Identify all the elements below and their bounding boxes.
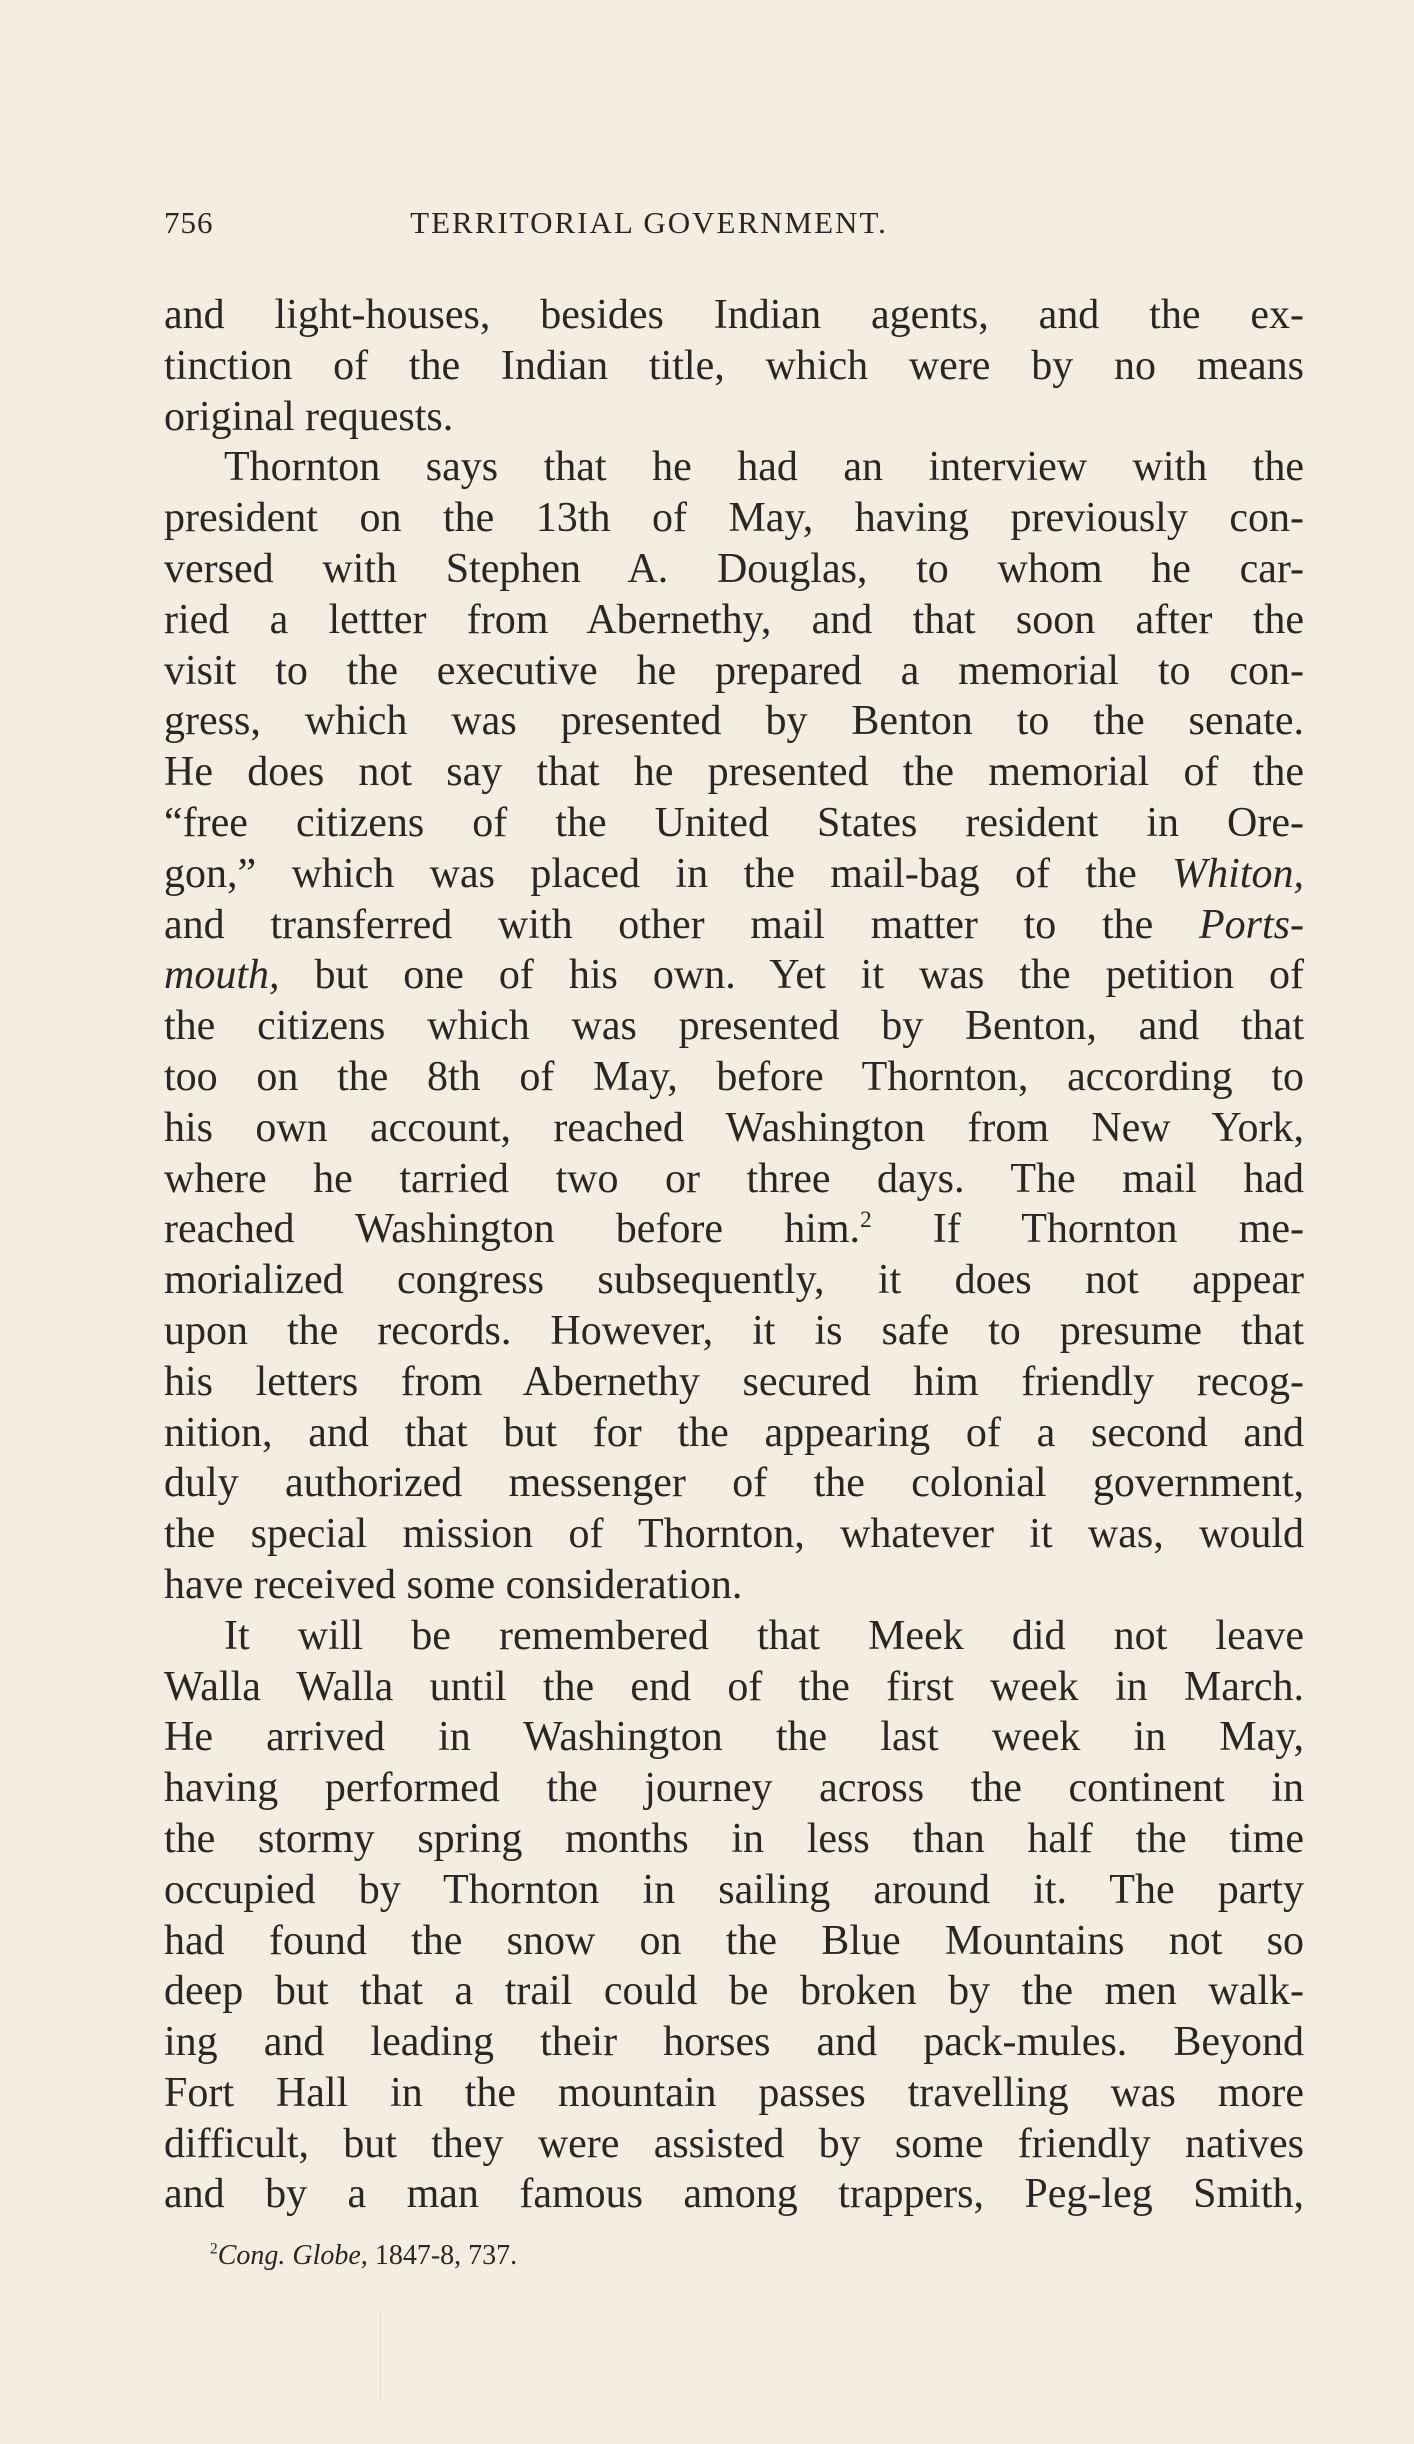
line-text: ried a lettter from Abernethy, and that soon after the [164, 596, 1304, 643]
text-line [164, 1560, 1304, 1611]
text-line [164, 950, 1304, 1001]
line-text: He arrived in Washington the last week in May, [164, 1714, 1304, 1761]
line-text: Walla Walla until the end of the first week in March. [164, 1663, 1304, 1710]
line-text: versed with Stephen A. Douglas, to whom he car- [164, 545, 1304, 592]
line-text: original requests. [164, 393, 454, 440]
text-line [164, 341, 1304, 392]
text-line [164, 1408, 1304, 1459]
text-line [164, 1255, 1304, 1306]
footnote-marker: 2 [210, 2240, 218, 2258]
line-text: reached Washington before him. [164, 1206, 861, 1253]
line-text: visit to the executive he prepared a memorial to con- [164, 647, 1304, 694]
text-line [164, 1052, 1304, 1103]
line-text: having performed the journey across the continent in [164, 1765, 1304, 1812]
line-text: If Thornton me- [871, 1206, 1304, 1253]
text-line [164, 1001, 1304, 1052]
text-line [164, 1763, 1304, 1814]
line-text: and transferred with other mail matter to the [164, 901, 1199, 948]
line-text: and by a man famous among trappers, Peg-leg Smith, [164, 2171, 1304, 2218]
line-text: the citizens which was presented by Benton, and that [164, 1003, 1304, 1050]
footnote-citation: 1847-8, 737. [367, 2240, 518, 2271]
line-text: his own account, reached Washington from New York, [164, 1104, 1304, 1151]
line-text: difficult, but they were assisted by some friendly natives [164, 2120, 1304, 2167]
text-line [164, 646, 1304, 697]
line-text: gon,” which was placed in the mail-bag of the [164, 850, 1173, 897]
text-line [164, 595, 1304, 646]
running-head [164, 205, 1304, 241]
line-text: the stormy spring months in less than half the time [164, 1815, 1304, 1862]
text-line [164, 1204, 1304, 1255]
line-text: Fort Hall in the mountain passes travelling was more [164, 2069, 1304, 2116]
line-text: gress, which was presented by Benton to the senate. [164, 698, 1304, 745]
italic-text: Whiton, [1172, 850, 1304, 897]
line-text: upon the records. However, it is safe to presume that [164, 1307, 1304, 1354]
line-text: but one of his own. Yet it was the petition of [279, 952, 1304, 999]
line-text: morialized congress subsequently, it does not appear [164, 1257, 1304, 1304]
text-line [164, 849, 1304, 900]
text-line [164, 1712, 1304, 1763]
line-text: his letters from Abernethy secured him friendly recog- [164, 1358, 1304, 1405]
text-line [164, 2169, 1304, 2220]
text-line [164, 696, 1304, 747]
line-text: duly authorized messenger of the colonial government, [164, 1460, 1304, 1507]
italic-text: Ports- [1199, 901, 1304, 948]
line-text: where he tarried two or three days. The mail had [164, 1155, 1304, 1202]
text-line [164, 900, 1304, 951]
line-text: deep but that a trail could be broken by the men walk- [164, 1968, 1304, 2015]
italic-text: mouth, [164, 952, 280, 999]
text-line [164, 1357, 1304, 1408]
line-text: Thornton says that he had an interview with the [224, 444, 1304, 491]
line-text: “free citizens of the United States resident in Ore- [164, 799, 1304, 846]
line-text: had found the snow on the Blue Mountains not so [164, 1917, 1304, 1964]
line-text: have received some consideration. [164, 1561, 743, 1608]
line-text: It will be remembered that Meek did not leave [224, 1612, 1304, 1659]
running-title: TERRITORIAL GOVERNMENT. [410, 205, 888, 240]
text-line [164, 1509, 1304, 1560]
text-line [164, 290, 1304, 341]
text-line [164, 1814, 1304, 1865]
text-line [164, 1916, 1304, 1967]
text-line [164, 1458, 1304, 1509]
line-text: ing and leading their horses and pack-mules. Beyond [164, 2019, 1304, 2066]
line-text: nition, and that but for the appearing of a second and [164, 1409, 1304, 1456]
text-line [164, 2068, 1304, 2119]
line-text: occupied by Thornton in sailing around it. The party [164, 1866, 1304, 1913]
text-line [164, 1154, 1304, 1205]
text-line [164, 1966, 1304, 2017]
text-line [164, 1306, 1304, 1357]
footnote-reference: 2 [860, 1206, 872, 1233]
line-text: too on the 8th of May, before Thornton, according to [164, 1053, 1304, 1100]
line-text: the special mission of Thornton, whatever it was, would [164, 1511, 1304, 1558]
page-fold-mark [380, 2310, 381, 2400]
text-line [164, 1865, 1304, 1916]
text-line [164, 392, 1304, 443]
text-line [164, 442, 1304, 493]
footnote-source: Cong. Globe, [217, 2240, 368, 2271]
body-text [164, 290, 1304, 2220]
text-line [164, 1103, 1304, 1154]
footnote [210, 2240, 517, 2272]
text-line [164, 2119, 1304, 2170]
line-text: president on the 13th of May, having previously con- [164, 495, 1304, 542]
page-number: 756 [164, 205, 214, 240]
text-line [164, 544, 1304, 595]
text-line [164, 747, 1304, 798]
line-text: He does not say that he presented the memorial of the [164, 749, 1304, 796]
text-line [164, 2017, 1304, 2068]
line-text: tinction of the Indian title, which were by no means [164, 342, 1304, 389]
text-line [164, 1662, 1304, 1713]
text-line [164, 1611, 1304, 1662]
text-line [164, 798, 1304, 849]
line-text: and light-houses, besides Indian agents, and the ex- [164, 292, 1304, 338]
text-line [164, 493, 1304, 544]
